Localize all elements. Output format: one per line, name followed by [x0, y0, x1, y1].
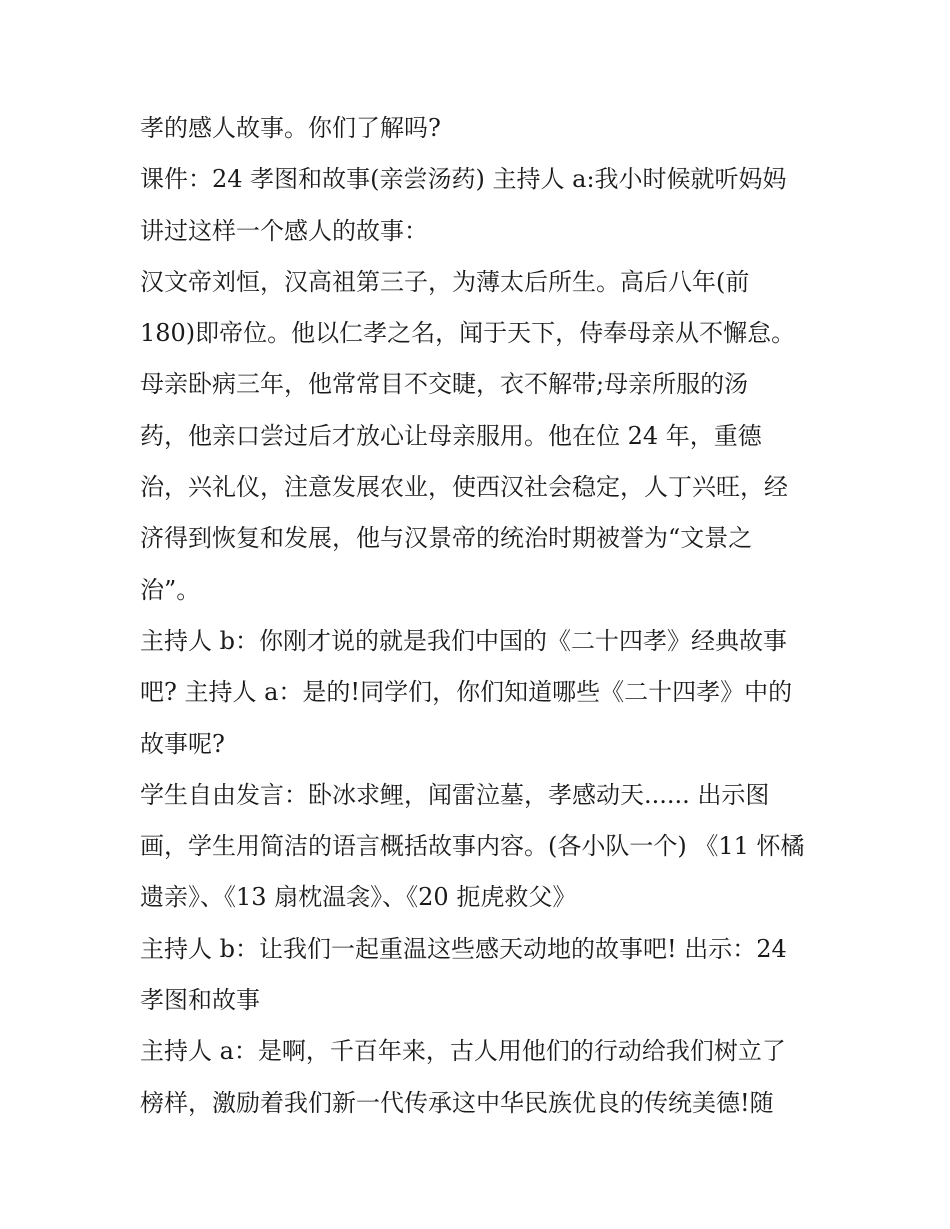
text-line: 画，学生用简洁的语言概括故事内容。(各小队一个) 《11 怀橘 — [140, 832, 805, 861]
text-line: 主持人 a：是啊，千百年来，古人用他们的行动给我们树立了 — [140, 1037, 786, 1066]
text-line: 榜样，激励着我们新一代传承这中华民族优良的传统美德!随 — [140, 1088, 774, 1117]
text-line: 治”。 — [140, 575, 201, 604]
text-line: 药，他亲口尝过后才放心让母亲服用。他在位 24 年，重德 — [140, 421, 762, 450]
text-line: 主持人 b：你刚才说的就是我们中国的《二十四孝》经典故事 — [140, 626, 787, 655]
text-line: 孝的感人故事。你们了解吗? — [140, 114, 441, 142]
text-line: 汉文帝刘恒，汉高祖第三子，为薄太后所生。高后八年(前 — [140, 267, 750, 296]
text-line: 主持人 b：让我们一起重温这些感天动地的故事吧! 出示：24 — [140, 934, 787, 963]
text-line: 吧? 主持人 a：是的!同学们，你们知道哪些《二十四孝》中的 — [140, 678, 793, 707]
body-text — [140, 103, 840, 1129]
text-line: 讲过这样一个感人的故事： — [140, 216, 428, 245]
text-line: 孝图和故事 — [140, 986, 260, 1015]
text-line: 母亲卧病三年，他常常目不交睫，衣不解带;母亲所服的汤 — [140, 370, 749, 399]
text-line: 课件：24 孝图和故事(亲尝汤药) 主持人 a:我小时候就听妈妈 — [140, 165, 787, 194]
text-line: 故事呢? — [140, 729, 225, 758]
text-line: 治，兴礼仪，注意发展农业，使西汉社会稳定，人丁兴旺，经 — [140, 473, 788, 502]
text-line: 济得到恢复和发展，他与汉景帝的统治时期被誉为“文景之 — [140, 524, 753, 553]
text-line: 遗亲》、《13 扇枕温衾》、《20 扼虎救父》 — [140, 883, 577, 912]
text-line: 180)即帝位。他以仁孝之名，闻于天下，侍奉母亲从不懈怠。 — [140, 319, 796, 348]
text-line: 学生自由发言：卧冰求鲤，闻雷泣墓，孝感动天...... 出示图 — [140, 780, 770, 809]
